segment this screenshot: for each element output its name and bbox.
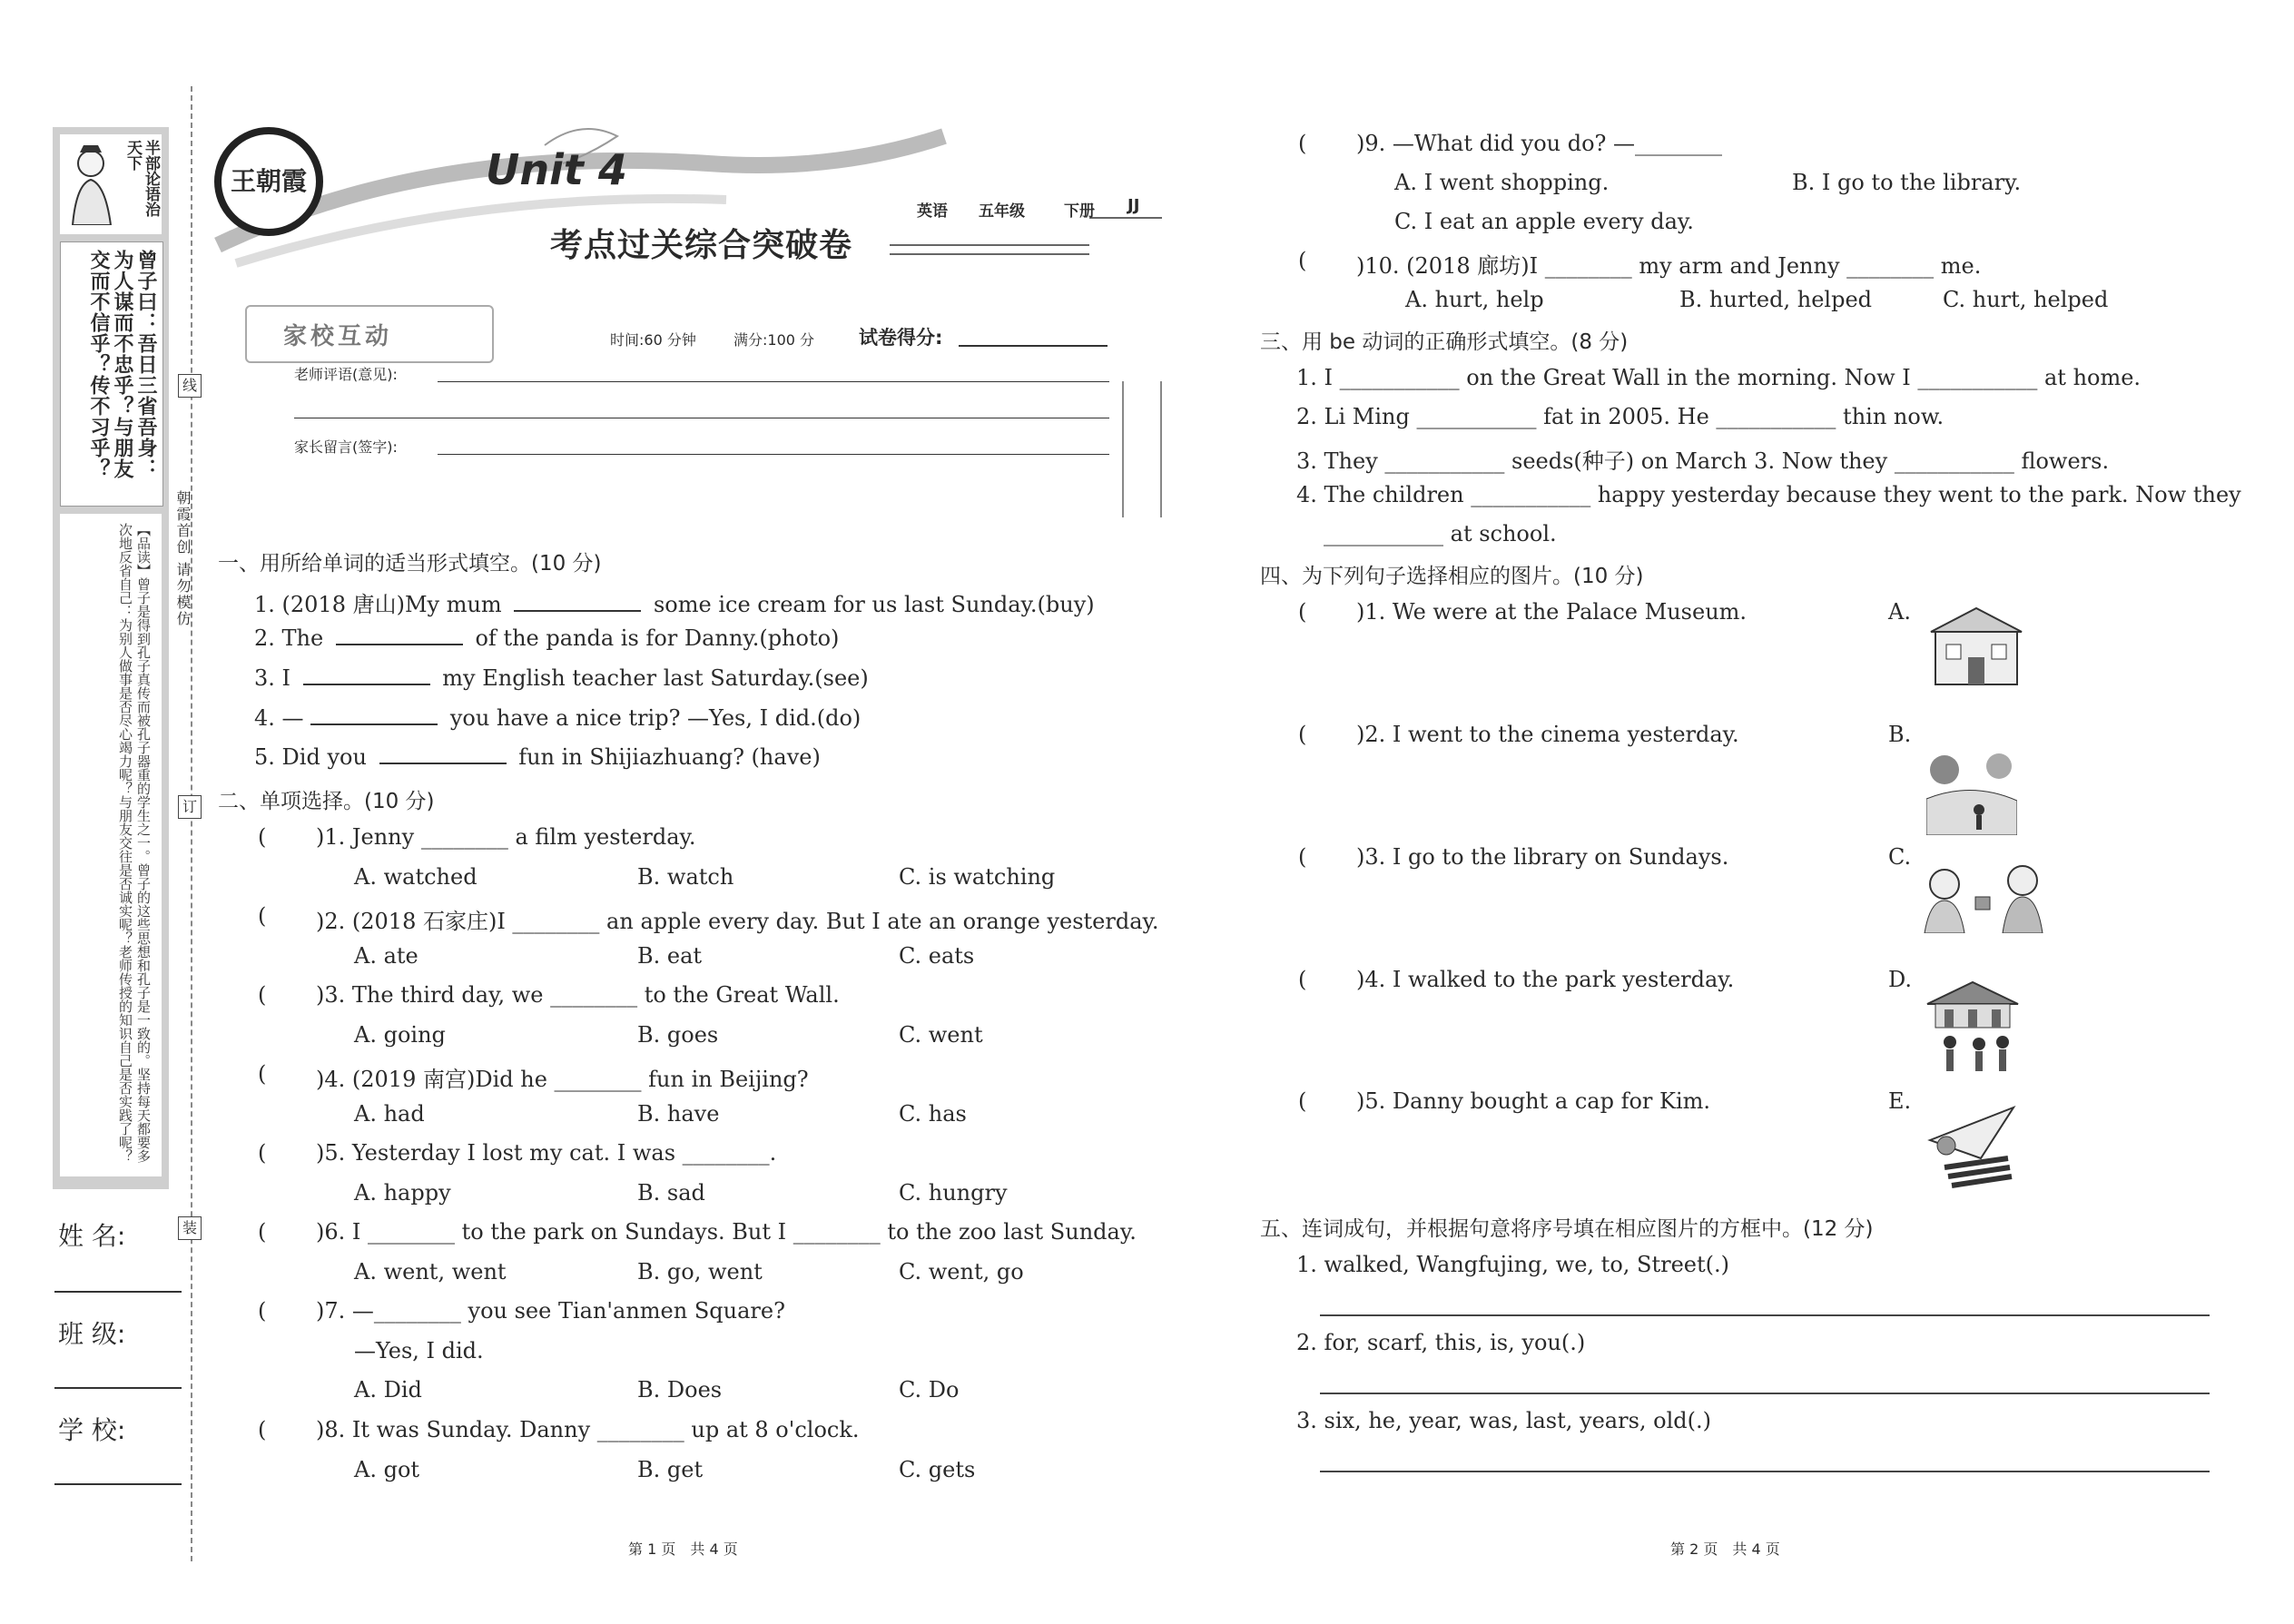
- s2-q1-paren[interactable]: (: [258, 824, 267, 850]
- score-input-line[interactable]: [959, 345, 1108, 347]
- tag-volume: 下册: [1064, 202, 1095, 221]
- s2-q4-paren[interactable]: (: [258, 1061, 267, 1087]
- s2-q3-paren[interactable]: (: [258, 982, 267, 1008]
- time-label: 时间:60 分钟: [610, 331, 696, 349]
- s5-q3-answer-line[interactable]: [1320, 1471, 2210, 1472]
- s2-q2-c: C. eats: [899, 943, 975, 969]
- s3-q4[interactable]: 4. The children ___________ happy yesterday because they went to the park. Now they: [1296, 482, 2241, 507]
- s2-q6-c: C. went, go: [899, 1259, 1024, 1284]
- s4-q1-text: )1. We were at the Palace Museum.: [1356, 599, 1748, 625]
- notice-text: 朝霞首创 请勿模仿: [174, 490, 192, 628]
- brand-logo: [214, 127, 323, 236]
- parent-comment-line[interactable]: [438, 454, 1109, 455]
- s1-q4-pre: 4. —: [254, 705, 304, 731]
- palace-museum-picture-icon: [1923, 977, 2023, 1077]
- s4-q1-paren[interactable]: (: [1298, 599, 1307, 625]
- section1-heading: 一、用所给单词的适当形式填空。(10 分): [218, 552, 602, 576]
- cinema-picture-icon: [1926, 1104, 2017, 1191]
- s2-q6-a: A. went, went: [354, 1259, 507, 1284]
- s2-q2-text: )2. (2018 石家庄)I ________ an apple every day. But I ate an orange yesterday.: [316, 909, 1159, 934]
- s1-q3-pre: 3. I: [254, 665, 291, 691]
- s2-q8-c: C. gets: [899, 1457, 976, 1482]
- s1-q4-blank[interactable]: [310, 723, 438, 725]
- s2-q6-text: )6. I ________ to the park on Sundays. But I ________ to the zoo last Sunday.: [316, 1219, 1137, 1245]
- sidebar-logo-box: [60, 134, 162, 234]
- s2-q7-paren[interactable]: (: [258, 1298, 267, 1324]
- s2-q6-paren[interactable]: (: [258, 1219, 267, 1245]
- s4-q4-text: )4. I walked to the park yesterday.: [1356, 967, 1735, 992]
- s4-q5-paren[interactable]: (: [1298, 1088, 1307, 1114]
- s1-q4-post: you have a nice trip? —Yes, I did.(do): [449, 705, 861, 731]
- s4-opt-d: D.: [1888, 967, 1913, 992]
- tag-edition: JJ: [1127, 196, 1140, 215]
- s1-q3-post: my English teacher last Saturday.(see): [442, 665, 869, 691]
- s2-q10-c: C. hurt, helped: [1943, 287, 2109, 312]
- teacher-comment-line-1[interactable]: [438, 381, 1109, 382]
- full-score-label: 满分:100 分: [733, 331, 815, 349]
- sidebar-strip: [53, 127, 169, 1189]
- scholar-figure-icon: [64, 143, 118, 225]
- s2-q10-b: B. hurted, helped: [1679, 287, 1873, 312]
- s2-q9-b: B. I go to the library.: [1792, 170, 2022, 195]
- s4-opt-c: C.: [1888, 844, 1912, 870]
- s4-q4-paren[interactable]: (: [1298, 967, 1307, 992]
- cut-mark-2: 订: [178, 795, 202, 819]
- quote-box: [60, 241, 163, 507]
- gift-giving-picture-icon: [1915, 861, 2052, 933]
- name-field-label: 姓 名:: [58, 1221, 126, 1251]
- s2-q3-text: )3. The third day, we ________ to the Great Wall.: [316, 982, 840, 1008]
- s1-q2: [254, 625, 839, 651]
- s2-q9-a: A. I went shopping.: [1394, 170, 1610, 195]
- s2-q5-paren[interactable]: (: [258, 1140, 267, 1166]
- tag-grade: 五年级: [979, 202, 1025, 221]
- s2-q7-c: C. Do: [899, 1377, 960, 1403]
- s1-q3: [254, 665, 869, 691]
- s2-q10-paren[interactable]: (: [1298, 248, 1307, 273]
- s2-q4-c: C. has: [899, 1101, 967, 1127]
- sidebar-quote: 曾子曰：吾日三省吾身：为人谋而不忠乎？与朋友交而不信乎？传不习乎？: [87, 250, 157, 479]
- s1-q1: [254, 586, 1095, 618]
- s2-q1-c: C. is watching: [899, 864, 1056, 890]
- s2-q10-text: )10. (2018 廊坊)I ________ my arm and Jenny ________ me.: [1356, 253, 1982, 279]
- school-field-line[interactable]: [54, 1483, 182, 1485]
- s2-q3-b: B. goes: [637, 1022, 719, 1048]
- sidebar-comment: 【品读】曾子是得到孔子真传而被孔子器重的学生之一。曾子的这些思想和孔子是一致的。坚持每天都要多次地反省自己：为别人做事是否尽心竭力呢？与朋友交往是否诚实呢？老师传授的知识自己是否实践了呢？: [117, 523, 152, 1163]
- s3-q2[interactable]: 2. Li Ming ___________ fat in 2005. He ___________ thin now.: [1296, 404, 1944, 429]
- building-picture-icon: [1926, 603, 2026, 690]
- motto-title: 半部论语治天下: [123, 140, 160, 217]
- s2-q7-b: B. Does: [637, 1377, 723, 1403]
- s1-q4: [254, 705, 861, 731]
- s1-q1-blank[interactable]: [514, 610, 641, 612]
- s3-q3[interactable]: 3. They ___________ seeds(种子) on March 3. Now they ___________ flowers.: [1296, 448, 2110, 474]
- s2-q10-a: A. hurt, help: [1405, 287, 1544, 312]
- tag-subject: 英语: [917, 202, 948, 221]
- section4-heading: 四、为下列句子选择相应的图片。(10 分): [1260, 565, 1644, 588]
- s4-opt-e: E.: [1888, 1088, 1912, 1114]
- s2-q8-b: B. get: [637, 1457, 704, 1482]
- s2-q1-b: B. watch: [637, 864, 734, 890]
- s4-opt-a: A.: [1888, 599, 1911, 625]
- s5-q1-answer-line[interactable]: [1320, 1314, 2210, 1316]
- s5-q2-answer-line[interactable]: [1320, 1393, 2210, 1394]
- unit-title: Unit 4: [486, 145, 627, 194]
- s2-q9-paren[interactable]: (: [1298, 131, 1307, 156]
- s2-q4-b: B. have: [637, 1101, 720, 1127]
- s1-q2-post: of the panda is for Danny.(photo): [475, 625, 840, 651]
- s4-opt-b: B.: [1888, 722, 1912, 747]
- cut-mark-1: 线: [178, 374, 202, 398]
- s1-q1-pre: 1. (2018 唐山)My mum: [254, 592, 502, 617]
- s1-q5: [254, 744, 821, 770]
- s3-q1[interactable]: 1. I ___________ on the Great Wall in the morning. Now I ___________ at home.: [1296, 365, 2141, 390]
- s2-q2-paren[interactable]: (: [258, 903, 267, 929]
- s2-q1-text: )1. Jenny ________ a film yesterday.: [316, 824, 696, 850]
- s2-q6-b: B. go, went: [637, 1259, 763, 1284]
- s2-q9-text: )9. —What did you do? —________: [1356, 131, 1723, 156]
- s2-q5-b: B. sad: [637, 1180, 705, 1206]
- class-field-label: 班 级:: [58, 1319, 126, 1349]
- s1-q1-post: some ice cream for us last Sunday.(buy): [653, 592, 1095, 617]
- class-field-line[interactable]: [54, 1387, 182, 1389]
- section3-heading: 三、用 be 动词的正确形式填空。(8 分): [1260, 330, 1629, 354]
- s2-q2-b: B. eat: [637, 943, 703, 969]
- s2-q4-text: )4. (2019 南宫)Did he ________ fun in Beijing?: [316, 1067, 809, 1092]
- s2-q8-a: A. got: [354, 1457, 420, 1482]
- s3-q4-cont[interactable]: ___________ at school.: [1324, 521, 1557, 546]
- header-divider-art: [1122, 381, 1162, 517]
- s2-q3-a: A. going: [354, 1022, 446, 1048]
- s2-q5-a: A. happy: [354, 1180, 451, 1206]
- s4-q2-paren[interactable]: (: [1298, 722, 1307, 747]
- name-field-line[interactable]: [54, 1291, 182, 1293]
- park-picture-icon: [1926, 744, 2017, 835]
- s2-q9-c: C. I eat an apple every day.: [1394, 209, 1694, 234]
- s5-q1: 1. walked, Wangfujing, we, to, Street(.): [1296, 1252, 1729, 1277]
- left-page-footer: 第 1 页 共 4 页: [628, 1540, 738, 1558]
- s1-q5-pre: 5. Did you: [254, 744, 367, 770]
- section2-heading: 二、单项选择。(10 分): [218, 790, 435, 813]
- s2-q7-text: )7. —________ you see Tian'anmen Square?: [316, 1298, 785, 1324]
- school-field-label: 学 校:: [58, 1415, 126, 1445]
- s1-q2-pre: 2. The: [254, 625, 324, 651]
- comment-box: [60, 514, 162, 1176]
- s2-q4-a: A. had: [354, 1101, 425, 1127]
- s1-q5-blank[interactable]: [379, 763, 507, 764]
- s4-q2-text: )2. I went to the cinema yesterday.: [1356, 722, 1739, 747]
- s2-q5-text: )5. Yesterday I lost my cat. I was ________.: [316, 1140, 777, 1166]
- s2-q7-a: A. Did: [354, 1377, 422, 1403]
- s2-q8-paren[interactable]: (: [258, 1417, 267, 1442]
- s2-q2-a: A. ate: [354, 943, 418, 969]
- s4-q3-text: )3. I go to the library on Sundays.: [1356, 844, 1729, 870]
- s1-q3-blank[interactable]: [303, 684, 430, 685]
- parent-comment-label: 家长留言(签字):: [294, 438, 398, 456]
- score-label: 试卷得分:: [859, 327, 943, 349]
- s2-q5-c: C. hungry: [899, 1180, 1008, 1206]
- s1-q2-blank[interactable]: [336, 644, 463, 645]
- right-page-footer: 第 2 页 共 4 页: [1670, 1540, 1780, 1558]
- s2-q1-a: A. watched: [354, 864, 478, 890]
- cut-mark-3: 装: [178, 1216, 202, 1240]
- s5-q2: 2. for, scarf, this, is, you(.): [1296, 1330, 1586, 1355]
- s4-q5-text: )5. Danny bought a cap for Kim.: [1356, 1088, 1711, 1114]
- home-school-label: 家校互动: [283, 323, 393, 350]
- s2-q7-answer-line: —Yes, I did.: [354, 1338, 484, 1363]
- s2-q8-text: )8. It was Sunday. Danny ________ up at 8 o'clock.: [316, 1417, 860, 1442]
- section5-heading: 五、连词成句，并根据句意将序号填在相应图片的方框中。(12 分): [1260, 1217, 1874, 1241]
- paper-title: 考点过关综合突破卷: [550, 226, 853, 264]
- s2-q3-c: C. went: [899, 1022, 983, 1048]
- teacher-comment-label: 老师评语(意见):: [294, 366, 398, 383]
- s1-q5-post: fun in Shijiazhuang? (have): [518, 744, 821, 770]
- brand-name: 王朝霞: [230, 166, 307, 196]
- cut-line: [191, 86, 192, 1561]
- s4-q3-paren[interactable]: (: [1298, 844, 1307, 870]
- s5-q3: 3. six, he, year, was, last, years, old(.): [1296, 1408, 1711, 1433]
